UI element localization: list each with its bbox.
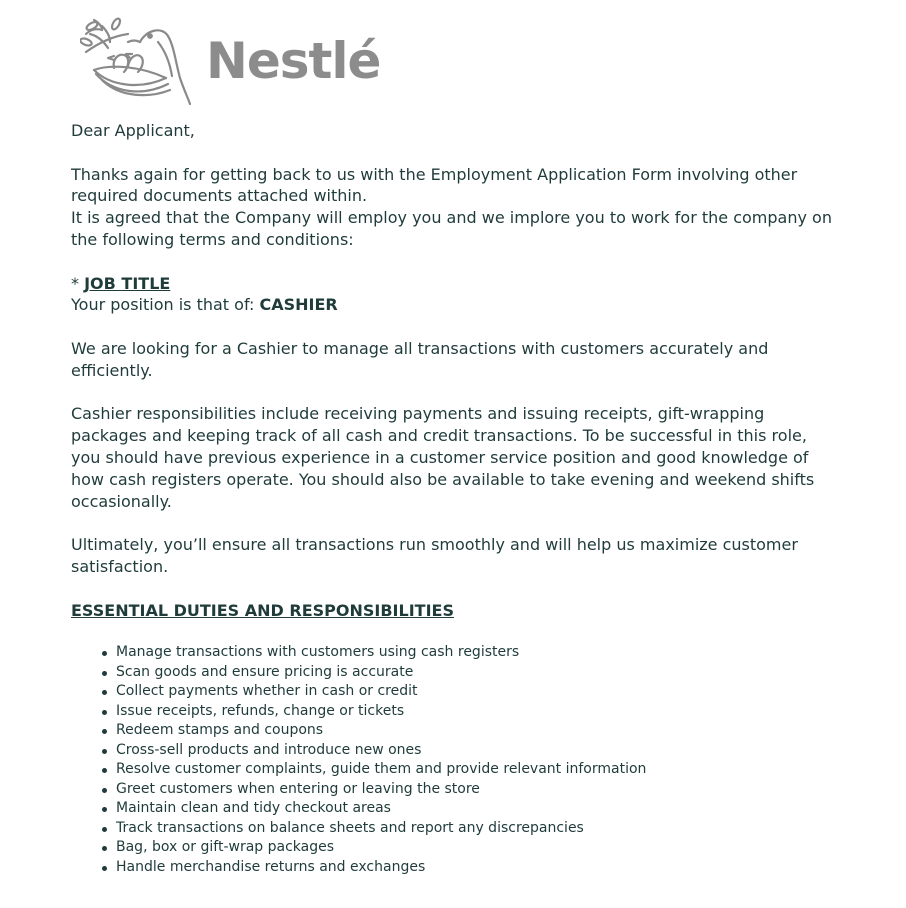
list-item: Scan goods and ensure pricing is accurate (116, 663, 841, 683)
description-paragraph-1: We are looking for a Cashier to manage all transactions with customers accurately and efficiently. (71, 338, 769, 380)
job-title-heading: JOB TITLE (84, 273, 171, 293)
intro-paragraph (71, 164, 841, 251)
list-item: Collect payments whether in cash or credit (116, 682, 841, 702)
list-item: Manage transactions with customers using cash registers (116, 643, 841, 663)
list-item: Issue receipts, refunds, change or tickets (116, 702, 841, 722)
nestle-wordmark: Nestlé (206, 32, 381, 90)
list-item: Resolve customer complaints, guide them and provide relevant information (116, 760, 841, 780)
position-label: Your position is that of: (71, 295, 260, 315)
list-item: Greet customers when entering or leaving the store (116, 780, 841, 800)
nestle-logo (80, 12, 390, 108)
list-item: Handle merchandise returns and exchanges (116, 858, 841, 878)
list-item: Bag, box or gift-wrap packages (116, 838, 841, 858)
job-title-prefix: * (71, 273, 85, 293)
intro-line-2: It is agreed that the Company will employ you and we implore you to work for the company on the following terms and conditions: (71, 208, 832, 249)
position-value: CASHIER (259, 295, 338, 315)
intro-line-1: Thanks again for getting back to us with the Employment Application Form involving other required documents attached within. (71, 164, 798, 206)
job-title-section (71, 273, 841, 317)
list-item: Cross-sell products and introduce new ones (116, 741, 841, 761)
nest-birds-icon (80, 12, 204, 108)
duties-heading: ESSENTIAL DUTIES AND RESPONSIBILITIES (71, 600, 454, 620)
list-item: Maintain clean and tidy checkout areas (116, 799, 841, 819)
description-paragraph-3: Ultimately, you’ll ensure all transactions run smoothly and will help us maximize customer satisfaction. (71, 535, 798, 576)
list-item: Track transactions on balance sheets and report any discrepancies (116, 819, 841, 839)
greeting: Dear Applicant, (71, 121, 195, 140)
duties-list (71, 643, 841, 877)
list-item: Redeem stamps and coupons (116, 721, 841, 741)
letter-body (71, 120, 841, 877)
description-paragraph-2: Cashier responsibilities include receiving payments and issuing receipts, gift-wrapping packages and keeping track of all cash and credit transactions. To be successful in this role, you should have previous experience in a customer service position and good knowledge of how cash registers operate. You should also be available to take evening and weekend shifts occasionally. (71, 404, 815, 511)
